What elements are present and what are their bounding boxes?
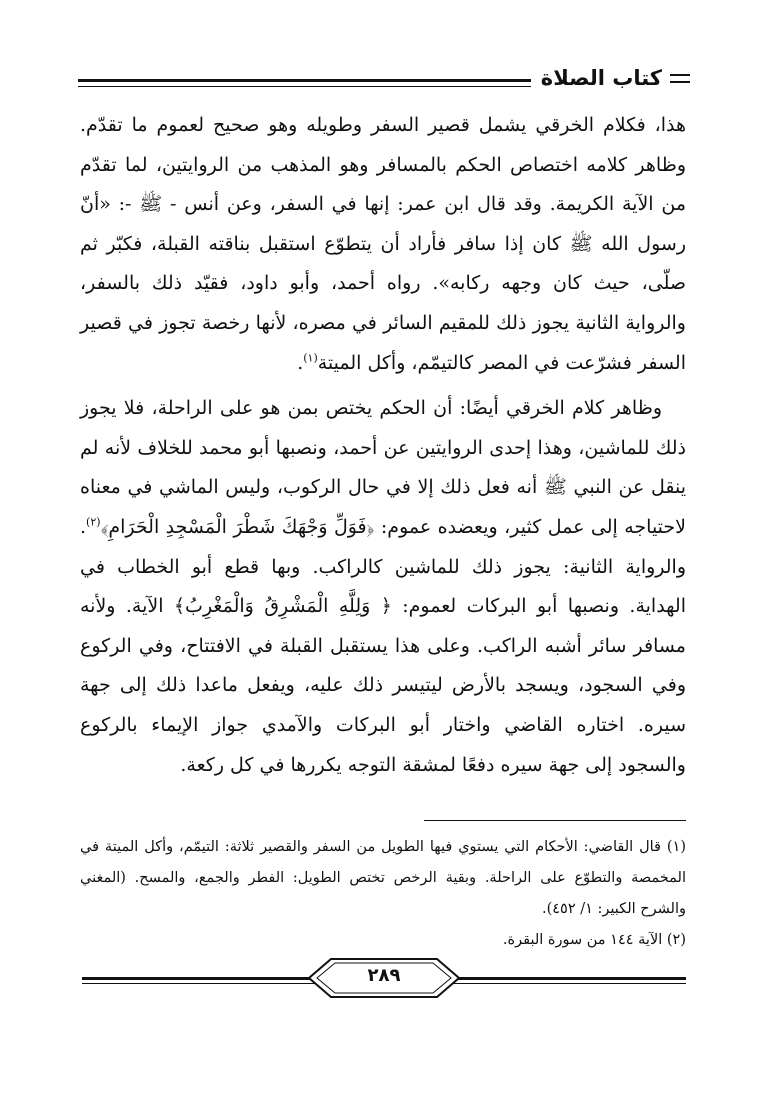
paragraph-text: هذا، فكلام الخرقي يشمل قصير السفر وطويله وهو صحيح لعموم ما تقدّم. وظاهر كلامه اختصاص الحكم بالمسافر وهو المذهب من الروايتين، لما تقدّم من الآية الكريمة. وقد قال ابن عمر: إنها في السفر، وعن أنس - ﷺ -: «أنّ رسول الله ﷺ كان إذا سافر فأراد أن يتطوّع استقبل بناقته القبلة، فكبّر ثم صلّى، حيث كان وجهه ركابه». رواه أحمد، وأبو داود، فقيّد ذلك بالسفر، والرواية الثانية يجوز ذلك للمقيم السائر في مصره، لأنها رخصة تجوز في قصير السفر فشرّعت في المصر كالتيمّم، وأكل الميتة [80, 114, 686, 374]
footnote-ref: (٢) [86, 515, 101, 529]
paragraph [80, 389, 686, 785]
paragraph-text: وظاهر كلام الخرقي أيضًا: أن الحكم يختص بمن هو على الراحلة، فلا يجوز ذلك للماشين، وهذا إحدى الروايتين عن أحمد، ونصبها أبو محمد للخلاف لأنه لم ينقل عن النبي ﷺ أنه فعل ذلك إلا في حال الركوب، وليس الماشي في معناه لاحتياجه إلى عمل كثير، ويعضده عموم: ﴿فَوَلِّ وَجْهَكَ شَطْرَ الْمَسْجِدِ الْحَرَامِ﴾ [80, 397, 686, 538]
page-number: ٢٨٩ [367, 965, 401, 986]
page-number-badge [309, 957, 459, 999]
page-footer [82, 955, 686, 1001]
footnote: (١) قال القاضي: الأحكام التي يستوي فيها الطويل من السفر والقصير ثلاثة: التيمّم، وأكل الميتة في المخمصة والتطوّع على الراحلة. وبقية الرخص تختص الطويل: الفطر والجمع، والمسح. (المغني والشرح الكبير: ١/ ٤٥٢). [80, 839, 686, 917]
footnote-ref: (١) [303, 351, 318, 365]
punctuation: . [297, 351, 304, 374]
paragraph-text: . والرواية الثانية: يجوز ذلك للماشين كالراكب. وبها قطع أبو الخطاب في الهداية. ونصبها أبو البركات لعموم: ﴿ وَلِلَّهِ الْمَشْرِقُ وَالْمَغْرِبُ﴾ الآية. ولأنه مسافر سائر أشبه الراكب. وعلى هذا يستقبل القبلة في الافتتاح، وفي الركوع وفي السجود، ويسجد بالأرض ليتيسر ذلك عليه، ويفعل ماعدا ذلك إلى جهة سيره. اختاره القاضي واختار أبو البركات والآمدي جواز الإيماء بالركوع والسجود إلى جهة سيره دفعًا لمشقة التوجه يكررها في كل ركعة. [80, 515, 686, 776]
footnote: (٢) الآية ١٤٤ من سورة البقرة. [502, 932, 686, 948]
main-text [80, 106, 686, 785]
chapter-title: كتاب الصلاة [540, 66, 662, 90]
paragraph [80, 106, 686, 383]
footnotes [80, 832, 686, 956]
header-rule [78, 79, 531, 87]
header-ornament [670, 74, 690, 83]
footnote-separator [424, 820, 686, 821]
page-header [78, 58, 690, 98]
